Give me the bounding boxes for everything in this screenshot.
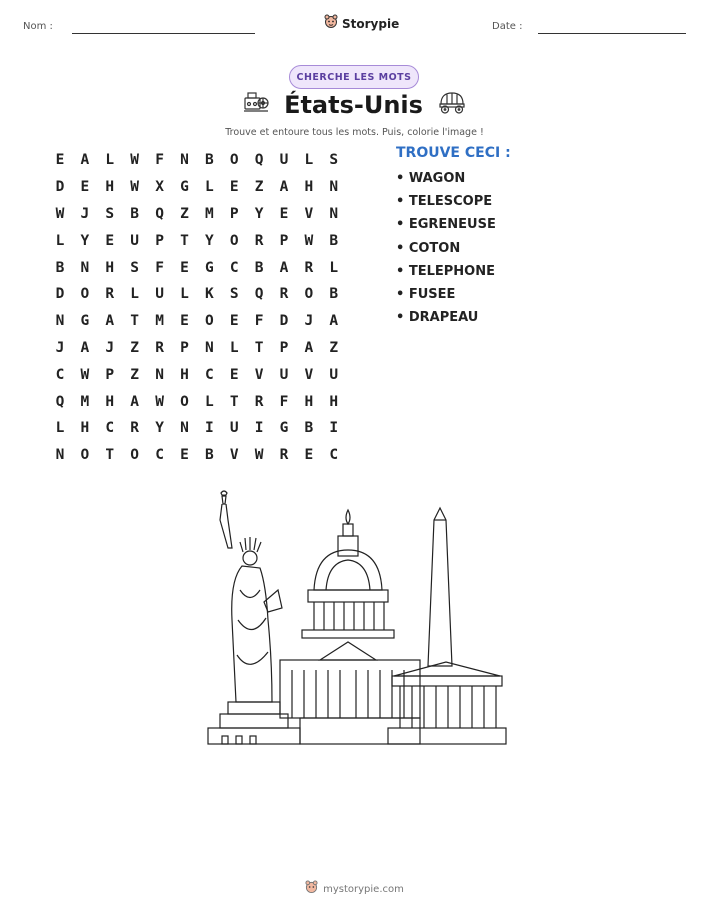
grid-letter[interactable]: H [304, 393, 314, 410]
grid-letter[interactable]: T [254, 339, 264, 356]
grid-row [48, 361, 347, 388]
grid-letter[interactable]: N [155, 366, 164, 383]
grid-letter[interactable]: L [304, 152, 314, 169]
instructions: Trouve et entoure tous les mots. Puis, colorie l'image ! [225, 127, 484, 138]
grid-letter[interactable]: P [279, 232, 289, 249]
grid-letter[interactable]: A [304, 339, 314, 356]
grid-letter[interactable]: W [254, 447, 264, 464]
grid-letter[interactable]: T [130, 313, 140, 330]
grid-letter[interactable]: V [229, 447, 239, 464]
grid-row [48, 254, 347, 281]
grid-letter[interactable]: U [279, 366, 289, 383]
grid-letter[interactable]: N [80, 259, 90, 276]
grid-letter[interactable]: R [279, 447, 289, 464]
grid-letter[interactable]: R [105, 286, 115, 303]
grid-letter[interactable]: U [130, 232, 140, 249]
grid-letter[interactable]: V [304, 205, 314, 222]
grid-letter[interactable]: D [279, 313, 289, 330]
grid-letter[interactable]: E [55, 152, 65, 169]
grid-letter[interactable]: M [204, 205, 214, 222]
grid-letter[interactable]: W [304, 232, 314, 249]
grid-letter[interactable]: W [155, 393, 164, 410]
grid-letter[interactable]: J [80, 205, 90, 222]
grid-letter[interactable]: P [180, 339, 189, 356]
grid-letter[interactable]: I [254, 420, 264, 437]
grid-letter[interactable]: E [229, 313, 239, 330]
grid-row [48, 415, 347, 442]
grid-letter[interactable]: O [304, 286, 314, 303]
grid-letter[interactable]: C [329, 447, 339, 464]
word-list-item: • FUSEE [396, 286, 456, 302]
grid-letter[interactable]: U [155, 286, 164, 303]
grid-letter[interactable]: V [254, 366, 264, 383]
grid-letter[interactable]: Q [155, 205, 164, 222]
statue-of-liberty-icon [208, 491, 300, 744]
grid-letter[interactable]: G [80, 313, 90, 330]
grid-letter[interactable]: Q [55, 393, 65, 410]
capitol-building-icon [280, 510, 420, 744]
word-list-item: • WAGON [396, 171, 466, 186]
grid-letter[interactable]: F [254, 313, 264, 330]
grid-letter[interactable]: I [204, 420, 214, 437]
grid-letter[interactable]: B [204, 152, 214, 169]
grid-letter[interactable]: C [55, 366, 65, 383]
washington-monument-icon [428, 508, 452, 666]
grid-letter[interactable]: U [279, 152, 289, 169]
grid-letter[interactable]: Z [130, 366, 140, 383]
grid-letter[interactable]: J [105, 339, 115, 356]
grid-row [48, 308, 347, 335]
grid-letter[interactable]: F [279, 393, 289, 410]
grid-letter[interactable]: N [329, 179, 339, 196]
word-list-item: • TELEPHONE [396, 263, 495, 279]
grid-letter[interactable]: A [279, 179, 289, 196]
grid-letter[interactable]: A [80, 339, 90, 356]
grid-letter[interactable]: A [329, 313, 339, 330]
grid-letter[interactable]: H [304, 179, 314, 196]
grid-letter[interactable]: Q [254, 286, 264, 303]
grid-letter[interactable]: B [304, 420, 314, 437]
grid-letter[interactable]: L [180, 286, 189, 303]
brand-logo [324, 14, 399, 34]
grid-letter[interactable]: G [279, 420, 289, 437]
grid-letter[interactable]: B [130, 205, 140, 222]
grid-letter[interactable]: K [204, 286, 214, 303]
grid-letter[interactable]: P [279, 339, 289, 356]
grid-letter[interactable]: S [105, 205, 115, 222]
name-line[interactable] [72, 33, 255, 34]
grid-letter[interactable]: R [304, 259, 314, 276]
grid-letter[interactable]: M [155, 313, 164, 330]
grid-letter[interactable]: E [279, 205, 289, 222]
grid-letter[interactable]: N [55, 313, 65, 330]
name-label: Nom : [23, 21, 53, 32]
grid-letter[interactable]: L [55, 420, 65, 437]
grid-letter[interactable]: O [204, 313, 214, 330]
grid-letter[interactable]: B [329, 232, 339, 249]
grid-letter[interactable]: N [204, 339, 214, 356]
grid-letter[interactable]: X [155, 179, 164, 196]
grid-letter[interactable]: D [55, 286, 65, 303]
grid-row [48, 442, 347, 469]
grid-letter[interactable]: R [254, 393, 264, 410]
grid-letter[interactable]: Y [204, 232, 214, 249]
brand-name: Storypie [342, 17, 400, 31]
grid-letter[interactable]: C [105, 420, 115, 437]
grid-letter[interactable]: Z [254, 179, 264, 196]
grid-letter[interactable]: O [80, 447, 90, 464]
grid-letter[interactable]: E [229, 366, 239, 383]
footer [0, 880, 709, 899]
word-search-grid[interactable] [48, 147, 347, 469]
grid-letter[interactable]: U [329, 366, 339, 383]
word-list-item: • TELESCOPE [396, 194, 493, 210]
grid-letter[interactable]: B [329, 286, 339, 303]
grid-letter[interactable]: L [130, 286, 140, 303]
grid-letter[interactable]: E [80, 179, 90, 196]
grid-letter[interactable]: W [130, 179, 140, 196]
grid-letter[interactable]: Z [130, 339, 140, 356]
grid-letter[interactable]: P [155, 232, 164, 249]
grid-letter[interactable]: T [229, 393, 239, 410]
grid-letter[interactable]: E [180, 259, 189, 276]
grid-letter[interactable]: W [55, 205, 65, 222]
grid-letter[interactable]: W [80, 366, 90, 383]
grid-row [48, 281, 347, 308]
grid-letter[interactable]: W [130, 152, 140, 169]
grid-letter[interactable]: A [130, 393, 140, 410]
word-list-item: • DRAPEAU [396, 310, 479, 326]
grid-letter[interactable]: H [180, 366, 189, 383]
cotton-gin-icon [242, 90, 270, 119]
storypie-mascot-icon [305, 880, 318, 899]
grid-letter[interactable]: A [279, 259, 289, 276]
grid-letter[interactable]: J [304, 313, 314, 330]
grid-letter[interactable]: O [130, 447, 140, 464]
grid-letter[interactable]: H [329, 393, 339, 410]
grid-letter[interactable]: E [105, 232, 115, 249]
word-list-item: • EGRENEUSE [396, 217, 496, 233]
grid-letter[interactable]: O [229, 232, 239, 249]
grid-letter[interactable]: C [155, 447, 164, 464]
grid-letter[interactable]: G [204, 259, 214, 276]
grid-row [48, 174, 347, 201]
word-list-title: TROUVE CECI : [396, 145, 511, 161]
grid-letter[interactable]: A [80, 152, 90, 169]
storypie-mascot-icon [324, 14, 338, 34]
date-label: Date : [492, 21, 523, 32]
grid-letter[interactable]: N [329, 205, 339, 222]
grid-letter[interactable]: H [105, 393, 115, 410]
grid-letter[interactable]: G [180, 179, 189, 196]
grid-letter[interactable]: C [229, 259, 239, 276]
grid-row [48, 335, 347, 362]
grid-letter[interactable]: U [229, 420, 239, 437]
grid-letter[interactable]: Z [180, 205, 189, 222]
grid-letter[interactable]: Q [254, 152, 264, 169]
grid-letter[interactable]: L [55, 232, 65, 249]
word-list [396, 171, 496, 333]
grid-letter[interactable]: H [105, 259, 115, 276]
grid-letter[interactable]: N [180, 152, 189, 169]
grid-letter[interactable]: R [130, 420, 140, 437]
category-badge: CHERCHE LES MOTS [289, 65, 419, 89]
grid-letter[interactable]: V [304, 366, 314, 383]
grid-letter[interactable]: B [55, 259, 65, 276]
grid-letter[interactable]: O [180, 393, 189, 410]
grid-letter[interactable]: J [55, 339, 65, 356]
grid-letter[interactable]: Y [80, 232, 90, 249]
grid-letter[interactable]: T [180, 232, 189, 249]
grid-letter[interactable]: N [55, 447, 65, 464]
grid-row [48, 388, 347, 415]
grid-letter[interactable]: P [229, 205, 239, 222]
grid-letter[interactable]: B [204, 447, 214, 464]
grid-letter[interactable]: B [254, 259, 264, 276]
grid-letter[interactable]: O [80, 286, 90, 303]
grid-letter[interactable]: H [105, 179, 115, 196]
covered-wagon-icon [437, 90, 467, 119]
grid-letter[interactable]: M [80, 393, 90, 410]
grid-letter[interactable]: F [155, 259, 164, 276]
grid-letter[interactable]: L [229, 339, 239, 356]
page-title: États-Unis [284, 90, 423, 119]
memorial-building-icon [388, 662, 506, 744]
grid-letter[interactable]: F [155, 152, 164, 169]
grid-letter[interactable]: H [80, 420, 90, 437]
grid-letter[interactable]: C [204, 366, 214, 383]
grid-letter[interactable]: L [105, 152, 115, 169]
grid-letter[interactable]: Y [254, 205, 264, 222]
title-row [0, 90, 709, 119]
grid-row [48, 201, 347, 228]
grid-letter[interactable]: Y [155, 420, 164, 437]
grid-letter[interactable]: E [304, 447, 314, 464]
grid-letter[interactable]: N [180, 420, 189, 437]
grid-letter[interactable]: P [105, 366, 115, 383]
grid-letter[interactable]: L [329, 259, 339, 276]
grid-letter[interactable]: I [329, 420, 339, 437]
grid-letter[interactable]: O [229, 152, 239, 169]
usa-landmarks-illustration[interactable] [200, 490, 510, 755]
grid-row [48, 227, 347, 254]
grid-letter[interactable]: A [105, 313, 115, 330]
grid-letter[interactable]: L [204, 393, 214, 410]
grid-letter[interactable]: R [155, 339, 164, 356]
date-line[interactable] [538, 33, 686, 34]
grid-letter[interactable]: T [105, 447, 115, 464]
footer-url[interactable]: mystorypie.com [323, 884, 404, 895]
grid-row [48, 147, 347, 174]
grid-letter[interactable]: R [279, 286, 289, 303]
grid-letter[interactable]: E [180, 447, 189, 464]
grid-letter[interactable]: D [55, 179, 65, 196]
grid-letter[interactable]: S [229, 286, 239, 303]
grid-letter[interactable]: S [130, 259, 140, 276]
grid-letter[interactable]: E [229, 179, 239, 196]
grid-letter[interactable]: R [254, 232, 264, 249]
word-list-item: • COTON [396, 240, 461, 256]
grid-letter[interactable]: E [180, 313, 189, 330]
grid-letter[interactable]: L [204, 179, 214, 196]
grid-letter[interactable]: S [329, 152, 339, 169]
grid-letter[interactable]: Z [329, 339, 339, 356]
